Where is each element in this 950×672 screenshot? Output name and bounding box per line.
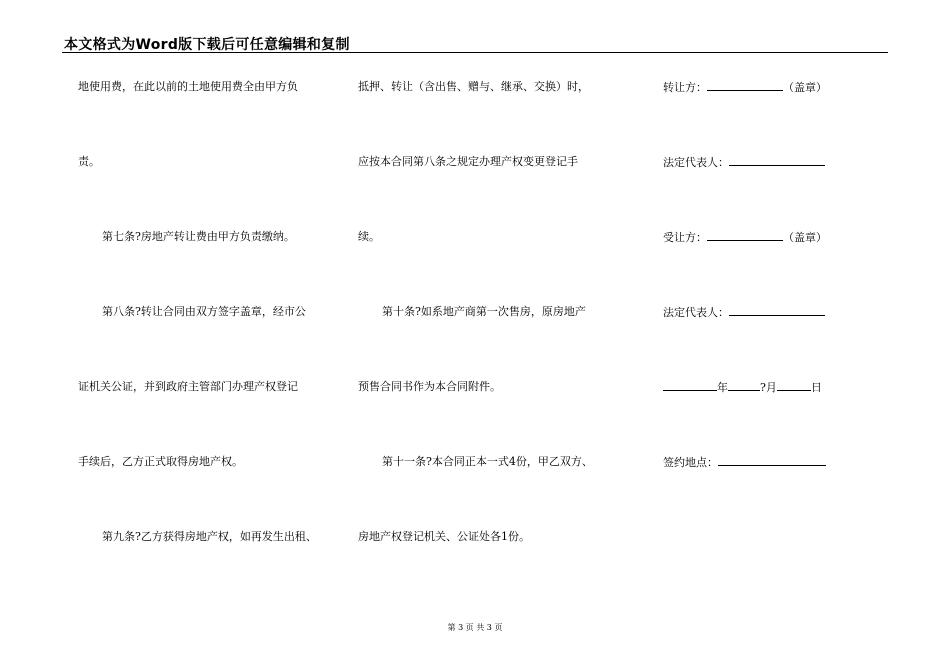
paragraph-line: 责。 [78,155,100,168]
paragraph-line: 房地产权登记机关、公证处各1份。 [358,530,530,543]
legal-rep-label: 法定代表人： [663,156,729,169]
transferor-label: 转让方： [663,81,707,94]
month-blank[interactable] [728,380,760,391]
paragraph-line: 抵押、转让（含出售、赠与、继承、交换）时， [358,80,589,93]
date-row [663,380,822,395]
transferee-row [663,230,827,245]
paragraph-line: 预售合同书作为本合同附件。 [358,380,501,393]
year-blank[interactable] [663,380,717,391]
clause-11: 第十一条?本合同正本一式4份，甲乙双方、 [382,455,593,468]
legal-rep-blank[interactable] [729,305,825,316]
transferor-row [663,80,827,95]
column-3-signatures [663,0,843,672]
day-label: 日 [810,381,822,394]
transferee-label: 受让方： [663,231,707,244]
page-footer: 第 3 页 共 3 页 [447,623,503,632]
sign-place-row [663,455,826,470]
transferor-blank[interactable] [707,80,783,91]
paragraph-line: 地使用费，在此以前的土地使用费全由甲方负 [78,80,298,93]
sign-place-label: 签约地点： [663,456,718,469]
column-1 [78,0,338,672]
paragraph-line: 手续后，乙方正式取得房地产权。 [78,455,243,468]
clause-9: 第九条?乙方获得房地产权，如再发生出租、 [102,530,317,543]
paragraph-line: 续。 [358,230,380,243]
clause-10: 第十条?如系地产商第一次售房，原房地产 [382,305,586,318]
transferee-seal: （盖章） [783,231,827,244]
transferor-seal: （盖章） [783,81,827,94]
day-blank[interactable] [777,380,811,391]
paragraph-line: 应按本合同第八条之规定办理产权变更登记手 [358,155,578,168]
paragraph-line: 证机关公证，并到政府主管部门办理产权登记 [78,380,298,393]
clause-8: 第八条?转让合同由双方签字盖章，经市公 [102,305,306,318]
transferee-blank[interactable] [707,230,783,241]
legal-rep-label: 法定代表人： [663,306,729,319]
clause-7: 第七条?房地产转让费由甲方负责缴纳。 [102,230,295,243]
legal-rep-row-2 [663,305,825,320]
month-label: ?月 [760,381,777,394]
legal-rep-blank[interactable] [729,155,825,166]
page-header-title: 本文格式为Word版下载后可任意编辑和复制 [64,37,350,53]
legal-rep-row-1 [663,155,825,170]
sign-place-blank[interactable] [718,455,826,466]
year-label: 年 [717,381,728,394]
column-2 [358,0,618,672]
